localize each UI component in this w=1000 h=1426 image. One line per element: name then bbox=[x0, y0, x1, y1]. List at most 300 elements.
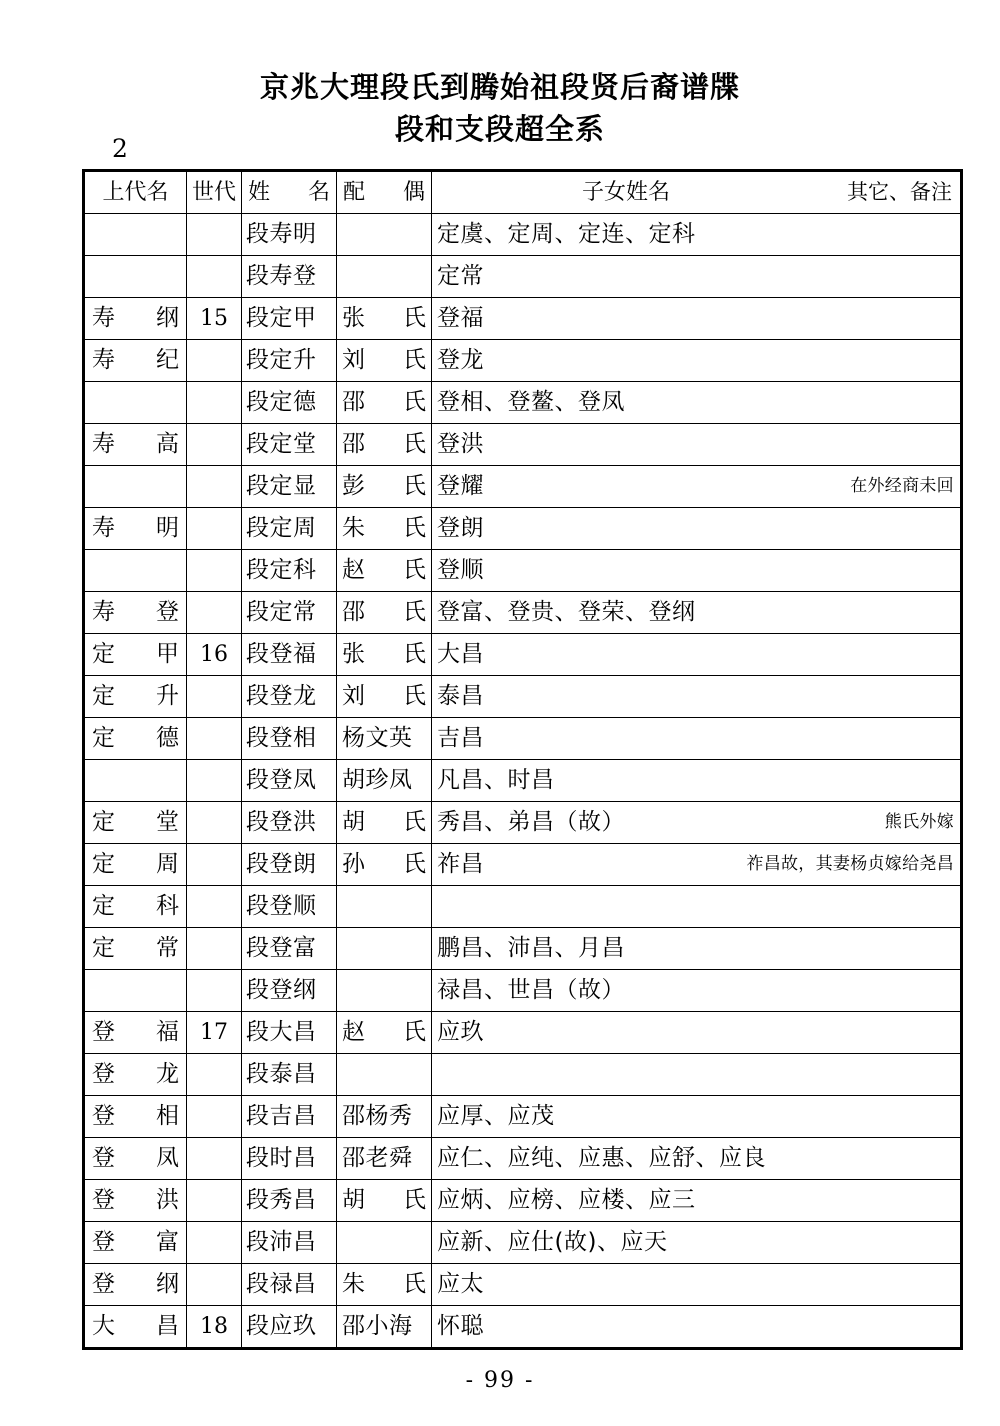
cell-spouse bbox=[337, 424, 432, 466]
cell-generation bbox=[187, 592, 242, 634]
children-remarks-group bbox=[432, 1306, 960, 1347]
cell-person-name bbox=[242, 928, 337, 970]
spouse-surname: 邵 bbox=[342, 389, 365, 415]
cell-children-remarks bbox=[432, 1264, 962, 1306]
table-row bbox=[84, 1096, 962, 1138]
children-remarks-group bbox=[432, 508, 960, 549]
cell-children-remarks bbox=[432, 1138, 962, 1180]
children-names: 应炳、应榜、应楼、应三 bbox=[437, 1187, 696, 1213]
cell-person-name bbox=[242, 382, 337, 424]
ancestor-name bbox=[85, 1189, 186, 1212]
cell-spouse bbox=[337, 1180, 432, 1222]
person-name: 段泰昌 bbox=[246, 1061, 317, 1087]
children-remarks-group bbox=[432, 928, 960, 969]
cell-spouse bbox=[337, 1264, 432, 1306]
cell-ancestor bbox=[84, 340, 187, 382]
spouse-suffix: 氏 bbox=[403, 1019, 426, 1045]
ancestor-char-right: 富 bbox=[156, 1229, 179, 1255]
person-name: 段登顺 bbox=[246, 893, 317, 919]
cell-person-name bbox=[242, 1012, 337, 1054]
genealogy-table bbox=[82, 169, 963, 1350]
header-spouse bbox=[337, 171, 432, 214]
cell-generation bbox=[187, 802, 242, 844]
generation-number: 18 bbox=[200, 1313, 228, 1339]
cell-ancestor bbox=[84, 298, 187, 340]
ancestor-char-left: 定 bbox=[92, 893, 115, 919]
ancestor-name bbox=[85, 307, 186, 330]
person-name: 段应玖 bbox=[246, 1313, 317, 1339]
children-remarks-group bbox=[432, 970, 960, 1011]
children-remarks-group bbox=[432, 1138, 960, 1179]
children-names: 吉昌 bbox=[437, 725, 484, 751]
ancestor-name bbox=[85, 853, 186, 876]
cell-generation bbox=[187, 970, 242, 1012]
children-names: 定虞、定周、定连、定科 bbox=[437, 221, 696, 247]
generation-number: 15 bbox=[200, 305, 228, 331]
ancestor-name bbox=[85, 1315, 186, 1338]
person-name: 段定常 bbox=[246, 599, 317, 625]
ancestor-name bbox=[85, 811, 186, 834]
cell-ancestor bbox=[84, 1180, 187, 1222]
cell-spouse bbox=[337, 256, 432, 298]
cell-children-remarks bbox=[432, 970, 962, 1012]
ancestor-name bbox=[85, 1273, 186, 1296]
genealogy-table-container bbox=[82, 169, 960, 1350]
cell-children-remarks bbox=[432, 298, 962, 340]
page-marker: 2 bbox=[112, 134, 128, 163]
cell-ancestor bbox=[84, 760, 187, 802]
cell-spouse bbox=[337, 1054, 432, 1096]
spouse-name: 杨文英 bbox=[342, 725, 413, 751]
spouse-name bbox=[337, 601, 431, 624]
spouse-surname: 张 bbox=[342, 305, 365, 331]
spouse-suffix: 氏 bbox=[403, 641, 426, 667]
children-remarks-group bbox=[432, 1096, 960, 1137]
cell-person-name bbox=[242, 1054, 337, 1096]
cell-ancestor bbox=[84, 928, 187, 970]
ancestor-name bbox=[85, 1105, 186, 1128]
title-line-2: 段和支段超全系 bbox=[394, 112, 605, 146]
cell-ancestor bbox=[84, 802, 187, 844]
cell-ancestor bbox=[84, 1054, 187, 1096]
spouse-name bbox=[337, 349, 431, 372]
cell-person-name bbox=[242, 1096, 337, 1138]
spouse-suffix: 氏 bbox=[403, 599, 426, 625]
ancestor-char-left: 定 bbox=[92, 683, 115, 709]
cell-ancestor bbox=[84, 1012, 187, 1054]
person-name: 段定科 bbox=[246, 557, 317, 583]
cell-spouse bbox=[337, 634, 432, 676]
cell-generation bbox=[187, 1306, 242, 1349]
cell-generation bbox=[187, 340, 242, 382]
table-row bbox=[84, 928, 962, 970]
cell-generation bbox=[187, 718, 242, 760]
ancestor-name bbox=[85, 1231, 186, 1254]
cell-generation bbox=[187, 550, 242, 592]
children-remarks-group bbox=[432, 718, 960, 759]
cell-generation bbox=[187, 634, 242, 676]
spouse-surname: 赵 bbox=[342, 557, 365, 583]
spouse-surname: 赵 bbox=[342, 1019, 365, 1045]
spouse-suffix: 氏 bbox=[403, 557, 426, 583]
ancestor-char-left: 定 bbox=[92, 725, 115, 751]
cell-person-name bbox=[242, 844, 337, 886]
person-name: 段定德 bbox=[246, 389, 317, 415]
children-remarks-group bbox=[432, 340, 960, 381]
cell-person-name bbox=[242, 424, 337, 466]
cell-spouse bbox=[337, 1222, 432, 1264]
cell-spouse bbox=[337, 382, 432, 424]
row-remarks: 熊氏外嫁 bbox=[884, 812, 954, 832]
children-names: 应新、应仕(故)、应天 bbox=[437, 1229, 668, 1255]
children-remarks-group bbox=[432, 424, 960, 465]
header-spouse-right: 偶 bbox=[402, 179, 425, 205]
person-name: 段沛昌 bbox=[246, 1229, 317, 1255]
children-names: 登顺 bbox=[437, 557, 484, 583]
cell-person-name bbox=[242, 1138, 337, 1180]
header-children-and-remarks bbox=[432, 171, 962, 214]
table-row bbox=[84, 1180, 962, 1222]
person-name: 段禄昌 bbox=[246, 1271, 317, 1297]
cell-children-remarks bbox=[432, 1306, 962, 1349]
cell-generation bbox=[187, 1054, 242, 1096]
ancestor-char-left: 定 bbox=[92, 809, 115, 835]
spouse-surname: 刘 bbox=[342, 347, 365, 373]
cell-ancestor bbox=[84, 1264, 187, 1306]
spouse-name bbox=[337, 685, 431, 708]
person-name: 段登洪 bbox=[246, 809, 317, 835]
cell-children-remarks bbox=[432, 1012, 962, 1054]
spouse-suffix: 氏 bbox=[403, 1187, 426, 1213]
cell-spouse bbox=[337, 844, 432, 886]
cell-spouse bbox=[337, 550, 432, 592]
cell-spouse bbox=[337, 928, 432, 970]
children-remarks-group bbox=[432, 1222, 960, 1263]
spouse-surname: 胡 bbox=[342, 1187, 365, 1213]
table-row bbox=[84, 214, 962, 256]
cell-children-remarks bbox=[432, 802, 962, 844]
spouse-suffix: 氏 bbox=[403, 473, 426, 499]
ancestor-char-left: 寿 bbox=[92, 347, 115, 373]
cell-person-name bbox=[242, 634, 337, 676]
spouse-name bbox=[337, 811, 431, 834]
header-name-left: 姓 bbox=[248, 179, 271, 205]
cell-children-remarks bbox=[432, 592, 962, 634]
cell-generation bbox=[187, 382, 242, 424]
children-names: 登耀 bbox=[437, 473, 484, 499]
children-names: 应玖 bbox=[437, 1019, 484, 1045]
ancestor-char-right: 福 bbox=[156, 1019, 179, 1045]
cell-ancestor bbox=[84, 592, 187, 634]
cell-spouse bbox=[337, 592, 432, 634]
ancestor-name bbox=[85, 895, 186, 918]
cell-ancestor bbox=[84, 634, 187, 676]
ancestor-name bbox=[85, 349, 186, 372]
table-row bbox=[84, 802, 962, 844]
children-names: 祚昌 bbox=[437, 851, 484, 877]
spouse-suffix: 氏 bbox=[403, 389, 426, 415]
person-name: 段登纲 bbox=[246, 977, 317, 1003]
children-names: 应厚、应茂 bbox=[437, 1103, 555, 1129]
cell-ancestor bbox=[84, 256, 187, 298]
table-row bbox=[84, 1138, 962, 1180]
cell-children-remarks bbox=[432, 760, 962, 802]
person-name: 段时昌 bbox=[246, 1145, 317, 1171]
table-row bbox=[84, 298, 962, 340]
cell-generation bbox=[187, 844, 242, 886]
cell-generation bbox=[187, 1180, 242, 1222]
table-row bbox=[84, 844, 962, 886]
spouse-name: 邵杨秀 bbox=[342, 1103, 413, 1129]
table-row bbox=[84, 886, 962, 928]
children-names: 秀昌、弟昌（故） bbox=[437, 809, 625, 835]
cell-generation bbox=[187, 1138, 242, 1180]
cell-generation bbox=[187, 214, 242, 256]
cell-person-name bbox=[242, 592, 337, 634]
table-row bbox=[84, 340, 962, 382]
cell-children-remarks bbox=[432, 718, 962, 760]
ancestor-char-left: 登 bbox=[92, 1061, 115, 1087]
ancestor-char-right: 甲 bbox=[156, 641, 179, 667]
spouse-suffix: 氏 bbox=[403, 851, 426, 877]
person-name: 段定周 bbox=[246, 515, 317, 541]
ancestor-char-left: 定 bbox=[92, 935, 115, 961]
children-names: 大昌 bbox=[437, 641, 484, 667]
spouse-name bbox=[337, 853, 431, 876]
header-children-group bbox=[432, 179, 960, 205]
cell-spouse bbox=[337, 718, 432, 760]
table-row bbox=[84, 466, 962, 508]
spouse-surname: 孙 bbox=[342, 851, 365, 877]
header-ancestor bbox=[84, 171, 187, 214]
ancestor-char-right: 周 bbox=[156, 851, 179, 877]
spouse-name: 邵老舜 bbox=[342, 1145, 413, 1171]
cell-spouse bbox=[337, 508, 432, 550]
children-remarks-group bbox=[432, 676, 960, 717]
spouse-name bbox=[337, 475, 431, 498]
title-line-1: 京兆大理段氏到腾始祖段贤后裔谱牒 bbox=[259, 70, 740, 104]
cell-children-remarks bbox=[432, 340, 962, 382]
table-row bbox=[84, 718, 962, 760]
cell-ancestor bbox=[84, 718, 187, 760]
cell-generation bbox=[187, 676, 242, 718]
spouse-surname: 朱 bbox=[342, 1271, 365, 1297]
children-names: 登龙 bbox=[437, 347, 484, 373]
cell-person-name bbox=[242, 970, 337, 1012]
cell-spouse bbox=[337, 760, 432, 802]
table-row bbox=[84, 592, 962, 634]
cell-spouse bbox=[337, 340, 432, 382]
cell-ancestor bbox=[84, 382, 187, 424]
ancestor-char-left: 登 bbox=[92, 1145, 115, 1171]
cell-spouse bbox=[337, 1012, 432, 1054]
cell-children-remarks bbox=[432, 928, 962, 970]
spouse-surname: 刘 bbox=[342, 683, 365, 709]
children-remarks-group bbox=[432, 550, 960, 591]
cell-generation bbox=[187, 256, 242, 298]
cell-person-name bbox=[242, 886, 337, 928]
spouse-name bbox=[337, 433, 431, 456]
ancestor-name bbox=[85, 601, 186, 624]
cell-person-name bbox=[242, 1222, 337, 1264]
children-remarks-group bbox=[432, 1012, 960, 1053]
ancestor-char-right: 纲 bbox=[156, 1271, 179, 1297]
table-row bbox=[84, 1264, 962, 1306]
table-row bbox=[84, 1054, 962, 1096]
spouse-name: 邵小海 bbox=[342, 1313, 413, 1339]
spouse-suffix: 氏 bbox=[403, 347, 426, 373]
ancestor-name bbox=[85, 937, 186, 960]
table-row bbox=[84, 1012, 962, 1054]
person-name: 段登龙 bbox=[246, 683, 317, 709]
document-title bbox=[0, 66, 1000, 150]
cell-spouse bbox=[337, 802, 432, 844]
header-remarks-label: 其它、备注 bbox=[847, 179, 952, 204]
header-name bbox=[242, 171, 337, 214]
children-names: 登洪 bbox=[437, 431, 484, 457]
cell-ancestor bbox=[84, 970, 187, 1012]
children-names: 怀聪 bbox=[437, 1313, 484, 1339]
cell-children-remarks bbox=[432, 634, 962, 676]
children-names: 定常 bbox=[437, 263, 484, 289]
table-row bbox=[84, 760, 962, 802]
person-name: 段定显 bbox=[246, 473, 317, 499]
table-row bbox=[84, 382, 962, 424]
cell-person-name bbox=[242, 466, 337, 508]
cell-generation bbox=[187, 886, 242, 928]
spouse-suffix: 氏 bbox=[403, 809, 426, 835]
person-name: 段登相 bbox=[246, 725, 317, 751]
cell-children-remarks bbox=[432, 256, 962, 298]
cell-ancestor bbox=[84, 424, 187, 466]
children-remarks-group bbox=[432, 214, 960, 255]
cell-children-remarks bbox=[432, 508, 962, 550]
ancestor-char-left: 登 bbox=[92, 1019, 115, 1045]
cell-generation bbox=[187, 424, 242, 466]
person-name: 段大昌 bbox=[246, 1019, 317, 1045]
ancestor-char-left: 登 bbox=[92, 1187, 115, 1213]
cell-spouse bbox=[337, 214, 432, 256]
header-row bbox=[84, 171, 962, 214]
cell-children-remarks bbox=[432, 424, 962, 466]
spouse-suffix: 氏 bbox=[403, 683, 426, 709]
cell-ancestor bbox=[84, 1138, 187, 1180]
header-name-right: 名 bbox=[307, 179, 330, 205]
person-name: 段定甲 bbox=[246, 305, 317, 331]
children-remarks-group bbox=[432, 256, 960, 297]
children-remarks-group bbox=[432, 1054, 960, 1095]
table-header bbox=[84, 171, 962, 214]
header-generation-label: 世代 bbox=[191, 179, 236, 205]
spouse-name bbox=[337, 559, 431, 582]
ancestor-char-right: 升 bbox=[156, 683, 179, 709]
cell-spouse bbox=[337, 298, 432, 340]
person-name: 段寿明 bbox=[246, 221, 317, 247]
cell-ancestor bbox=[84, 1306, 187, 1349]
cell-generation bbox=[187, 298, 242, 340]
cell-children-remarks bbox=[432, 844, 962, 886]
ancestor-char-right: 纲 bbox=[156, 305, 179, 331]
person-name: 段寿登 bbox=[246, 263, 317, 289]
spouse-name bbox=[337, 1189, 431, 1212]
ancestor-char-left: 寿 bbox=[92, 515, 115, 541]
spouse-suffix: 氏 bbox=[403, 305, 426, 331]
spouse-name bbox=[337, 307, 431, 330]
ancestor-char-right: 德 bbox=[156, 725, 179, 751]
cell-person-name bbox=[242, 760, 337, 802]
spouse-surname: 朱 bbox=[342, 515, 365, 541]
cell-person-name bbox=[242, 1264, 337, 1306]
header-spouse-group bbox=[337, 179, 431, 205]
cell-generation bbox=[187, 466, 242, 508]
ancestor-name bbox=[85, 643, 186, 666]
cell-ancestor bbox=[84, 1096, 187, 1138]
spouse-name bbox=[337, 1273, 431, 1296]
cell-person-name bbox=[242, 1306, 337, 1349]
table-row bbox=[84, 634, 962, 676]
spouse-surname: 邵 bbox=[342, 599, 365, 625]
children-remarks-group bbox=[432, 298, 960, 339]
ancestor-char-right: 堂 bbox=[156, 809, 179, 835]
cell-generation bbox=[187, 1096, 242, 1138]
spouse-surname: 彭 bbox=[342, 473, 365, 499]
cell-children-remarks bbox=[432, 1096, 962, 1138]
children-remarks-group bbox=[432, 382, 960, 423]
person-name: 段定堂 bbox=[246, 431, 317, 457]
table-row bbox=[84, 1306, 962, 1349]
children-remarks-group bbox=[432, 844, 960, 885]
cell-person-name bbox=[242, 1180, 337, 1222]
table-row bbox=[84, 508, 962, 550]
table-row bbox=[84, 676, 962, 718]
ancestor-char-right: 龙 bbox=[156, 1061, 179, 1087]
cell-person-name bbox=[242, 550, 337, 592]
cell-spouse bbox=[337, 466, 432, 508]
children-remarks-group bbox=[432, 760, 960, 801]
ancestor-name bbox=[85, 1147, 186, 1170]
spouse-surname: 邵 bbox=[342, 431, 365, 457]
ancestor-char-left: 寿 bbox=[92, 305, 115, 331]
cell-generation bbox=[187, 1222, 242, 1264]
ancestor-char-right: 明 bbox=[156, 515, 179, 541]
spouse-surname: 胡 bbox=[342, 809, 365, 835]
ancestor-char-left: 登 bbox=[92, 1229, 115, 1255]
cell-spouse bbox=[337, 886, 432, 928]
children-remarks-group bbox=[432, 592, 960, 633]
cell-person-name bbox=[242, 214, 337, 256]
cell-children-remarks bbox=[432, 676, 962, 718]
cell-children-remarks bbox=[432, 550, 962, 592]
cell-ancestor bbox=[84, 214, 187, 256]
header-spouse-left: 配 bbox=[343, 179, 366, 205]
ancestor-char-left: 定 bbox=[92, 851, 115, 877]
cell-person-name bbox=[242, 802, 337, 844]
children-names: 鹏昌、沛昌、月昌 bbox=[437, 935, 625, 961]
spouse-name bbox=[337, 517, 431, 540]
children-names: 凡昌、时昌 bbox=[437, 767, 555, 793]
spouse-suffix: 氏 bbox=[403, 431, 426, 457]
cell-generation bbox=[187, 928, 242, 970]
spouse-surname: 张 bbox=[342, 641, 365, 667]
cell-children-remarks bbox=[432, 1054, 962, 1096]
cell-ancestor bbox=[84, 550, 187, 592]
ancestor-char-right: 高 bbox=[156, 431, 179, 457]
person-name: 段登福 bbox=[246, 641, 317, 667]
cell-ancestor bbox=[84, 676, 187, 718]
children-names: 登富、登贵、登荣、登纲 bbox=[437, 599, 696, 625]
row-remarks: 在外经商未回 bbox=[850, 476, 954, 496]
children-names: 登相、登鳌、登凤 bbox=[437, 389, 625, 415]
